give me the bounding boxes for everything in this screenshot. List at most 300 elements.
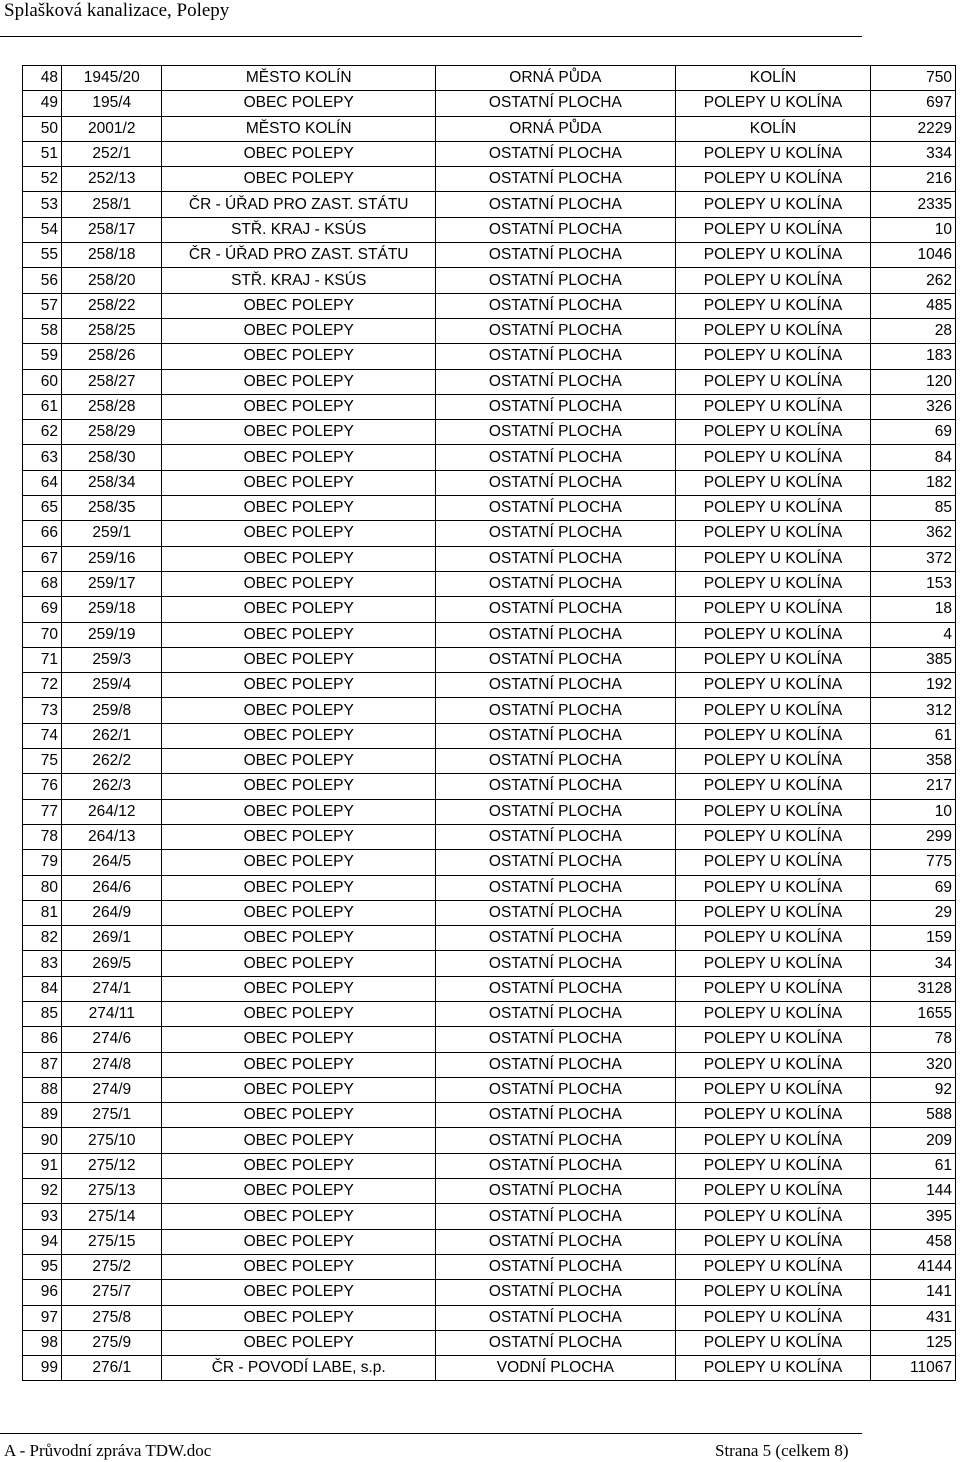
cell-row-number: 93 — [23, 1204, 62, 1229]
table-row — [23, 268, 956, 293]
cell-row-number: 84 — [23, 976, 62, 1001]
cell-area-size: 34 — [871, 951, 956, 976]
cell-row-number: 72 — [23, 673, 62, 698]
cell-parcel-number: 275/7 — [62, 1280, 162, 1305]
cell-row-number: 97 — [23, 1305, 62, 1330]
cell-owner: OBEC POLEPY — [162, 1330, 435, 1355]
header-divider — [0, 36, 862, 37]
cell-parcel-number: 258/25 — [62, 318, 162, 343]
table-row — [23, 1305, 956, 1330]
cell-area-size: 141 — [871, 1280, 956, 1305]
parcel-table — [22, 65, 956, 1381]
table-row — [23, 66, 956, 91]
cell-cadastral-area: POLEPY U KOLÍNA — [675, 192, 870, 217]
cell-parcel-number: 275/8 — [62, 1305, 162, 1330]
cell-area-size: 28 — [871, 318, 956, 343]
table-row — [23, 673, 956, 698]
cell-row-number: 60 — [23, 369, 62, 394]
cell-parcel-number: 259/8 — [62, 698, 162, 723]
cell-cadastral-area: POLEPY U KOLÍNA — [675, 1077, 870, 1102]
cell-area-size: 697 — [871, 91, 956, 116]
cell-area-size: 4 — [871, 622, 956, 647]
cell-row-number: 98 — [23, 1330, 62, 1355]
cell-row-number: 85 — [23, 1001, 62, 1026]
cell-cadastral-area: POLEPY U KOLÍNA — [675, 470, 870, 495]
cell-area-size: 262 — [871, 268, 956, 293]
cell-owner: OBEC POLEPY — [162, 749, 435, 774]
cell-owner: OBEC POLEPY — [162, 167, 435, 192]
table-row — [23, 571, 956, 596]
table-row — [23, 420, 956, 445]
cell-parcel-number: 259/3 — [62, 647, 162, 672]
table-row — [23, 243, 956, 268]
cell-owner: OBEC POLEPY — [162, 1280, 435, 1305]
cell-owner: OBEC POLEPY — [162, 673, 435, 698]
cell-owner: OBEC POLEPY — [162, 951, 435, 976]
cell-parcel-number: 195/4 — [62, 91, 162, 116]
cell-row-number: 66 — [23, 521, 62, 546]
cell-cadastral-area: POLEPY U KOLÍNA — [675, 571, 870, 596]
cell-area-size: 299 — [871, 824, 956, 849]
table-row — [23, 926, 956, 951]
table-row — [23, 394, 956, 419]
cell-land-type: OSTATNÍ PLOCHA — [435, 875, 675, 900]
cell-cadastral-area: POLEPY U KOLÍNA — [675, 597, 870, 622]
cell-cadastral-area: KOLÍN — [675, 116, 870, 141]
cell-row-number: 65 — [23, 496, 62, 521]
cell-parcel-number: 274/1 — [62, 976, 162, 1001]
cell-land-type: OSTATNÍ PLOCHA — [435, 217, 675, 242]
cell-owner: OBEC POLEPY — [162, 799, 435, 824]
cell-cadastral-area: POLEPY U KOLÍNA — [675, 976, 870, 1001]
cell-owner: ČR - ÚŘAD PRO ZAST. STÁTU — [162, 192, 435, 217]
table-row — [23, 698, 956, 723]
cell-cadastral-area: POLEPY U KOLÍNA — [675, 268, 870, 293]
cell-row-number: 48 — [23, 66, 62, 91]
cell-cadastral-area: POLEPY U KOLÍNA — [675, 141, 870, 166]
cell-cadastral-area: POLEPY U KOLÍNA — [675, 900, 870, 925]
cell-row-number: 76 — [23, 774, 62, 799]
cell-owner: MĚSTO KOLÍN — [162, 66, 435, 91]
table-row — [23, 344, 956, 369]
cell-cadastral-area: POLEPY U KOLÍNA — [675, 1103, 870, 1128]
cell-cadastral-area: POLEPY U KOLÍNA — [675, 420, 870, 445]
cell-row-number: 68 — [23, 571, 62, 596]
cell-cadastral-area: POLEPY U KOLÍNA — [675, 318, 870, 343]
cell-land-type: OSTATNÍ PLOCHA — [435, 1128, 675, 1153]
cell-owner: OBEC POLEPY — [162, 1077, 435, 1102]
cell-area-size: 320 — [871, 1052, 956, 1077]
cell-row-number: 88 — [23, 1077, 62, 1102]
cell-area-size: 125 — [871, 1330, 956, 1355]
table-row — [23, 1204, 956, 1229]
cell-cadastral-area: POLEPY U KOLÍNA — [675, 167, 870, 192]
cell-parcel-number: 262/3 — [62, 774, 162, 799]
cell-land-type: OSTATNÍ PLOCHA — [435, 1254, 675, 1279]
cell-land-type: OSTATNÍ PLOCHA — [435, 673, 675, 698]
cell-land-type: OSTATNÍ PLOCHA — [435, 1330, 675, 1355]
table-row — [23, 1356, 956, 1381]
cell-parcel-number: 264/5 — [62, 850, 162, 875]
cell-row-number: 58 — [23, 318, 62, 343]
cell-land-type: OSTATNÍ PLOCHA — [435, 496, 675, 521]
table-row — [23, 1330, 956, 1355]
cell-area-size: 85 — [871, 496, 956, 521]
table-row — [23, 622, 956, 647]
cell-parcel-number: 258/35 — [62, 496, 162, 521]
cell-parcel-number: 275/13 — [62, 1179, 162, 1204]
cell-cadastral-area: POLEPY U KOLÍNA — [675, 496, 870, 521]
table-row — [23, 546, 956, 571]
cell-land-type: OSTATNÍ PLOCHA — [435, 470, 675, 495]
cell-area-size: 4144 — [871, 1254, 956, 1279]
cell-owner: OBEC POLEPY — [162, 774, 435, 799]
cell-cadastral-area: POLEPY U KOLÍNA — [675, 951, 870, 976]
cell-cadastral-area: POLEPY U KOLÍNA — [675, 1204, 870, 1229]
cell-cadastral-area: POLEPY U KOLÍNA — [675, 344, 870, 369]
cell-owner: OBEC POLEPY — [162, 875, 435, 900]
cell-cadastral-area: KOLÍN — [675, 66, 870, 91]
cell-cadastral-area: POLEPY U KOLÍNA — [675, 1254, 870, 1279]
cell-area-size: 775 — [871, 850, 956, 875]
cell-row-number: 73 — [23, 698, 62, 723]
cell-owner: OBEC POLEPY — [162, 496, 435, 521]
cell-cadastral-area: POLEPY U KOLÍNA — [675, 293, 870, 318]
cell-parcel-number: 252/1 — [62, 141, 162, 166]
cell-parcel-number: 274/6 — [62, 1027, 162, 1052]
cell-land-type: OSTATNÍ PLOCHA — [435, 723, 675, 748]
table-row — [23, 647, 956, 672]
table-row — [23, 749, 956, 774]
cell-row-number: 95 — [23, 1254, 62, 1279]
cell-land-type: OSTATNÍ PLOCHA — [435, 344, 675, 369]
cell-owner: OBEC POLEPY — [162, 698, 435, 723]
cell-owner: OBEC POLEPY — [162, 141, 435, 166]
cell-land-type: OSTATNÍ PLOCHA — [435, 1179, 675, 1204]
cell-parcel-number: 258/26 — [62, 344, 162, 369]
cell-row-number: 99 — [23, 1356, 62, 1381]
cell-owner: OBEC POLEPY — [162, 293, 435, 318]
table-row — [23, 1280, 956, 1305]
cell-land-type: ORNÁ PŮDA — [435, 116, 675, 141]
cell-cadastral-area: POLEPY U KOLÍNA — [675, 850, 870, 875]
cell-land-type: OSTATNÍ PLOCHA — [435, 749, 675, 774]
cell-area-size: 144 — [871, 1179, 956, 1204]
parcel-table-body — [23, 66, 956, 1381]
cell-parcel-number: 258/30 — [62, 445, 162, 470]
table-row — [23, 141, 956, 166]
table-row — [23, 951, 956, 976]
cell-land-type: OSTATNÍ PLOCHA — [435, 597, 675, 622]
cell-owner: OBEC POLEPY — [162, 1052, 435, 1077]
cell-parcel-number: 258/29 — [62, 420, 162, 445]
cell-owner: OBEC POLEPY — [162, 900, 435, 925]
cell-land-type: OSTATNÍ PLOCHA — [435, 318, 675, 343]
table-row — [23, 976, 956, 1001]
cell-parcel-number: 274/9 — [62, 1077, 162, 1102]
cell-owner: ČR - POVODÍ LABE, s.p. — [162, 1356, 435, 1381]
cell-owner: OBEC POLEPY — [162, 622, 435, 647]
cell-area-size: 10 — [871, 217, 956, 242]
cell-owner: OBEC POLEPY — [162, 647, 435, 672]
cell-area-size: 2335 — [871, 192, 956, 217]
cell-land-type: ORNÁ PŮDA — [435, 66, 675, 91]
cell-owner: OBEC POLEPY — [162, 850, 435, 875]
cell-area-size: 358 — [871, 749, 956, 774]
cell-owner: OBEC POLEPY — [162, 976, 435, 1001]
cell-cadastral-area: POLEPY U KOLÍNA — [675, 1027, 870, 1052]
cell-area-size: 216 — [871, 167, 956, 192]
cell-row-number: 59 — [23, 344, 62, 369]
cell-parcel-number: 269/1 — [62, 926, 162, 951]
cell-land-type: OSTATNÍ PLOCHA — [435, 445, 675, 470]
table-row — [23, 850, 956, 875]
cell-row-number: 62 — [23, 420, 62, 445]
cell-row-number: 54 — [23, 217, 62, 242]
cell-row-number: 69 — [23, 597, 62, 622]
cell-area-size: 372 — [871, 546, 956, 571]
cell-cadastral-area: POLEPY U KOLÍNA — [675, 875, 870, 900]
cell-land-type: OSTATNÍ PLOCHA — [435, 1229, 675, 1254]
cell-owner: OBEC POLEPY — [162, 445, 435, 470]
cell-parcel-number: 275/14 — [62, 1204, 162, 1229]
cell-cadastral-area: POLEPY U KOLÍNA — [675, 1280, 870, 1305]
cell-owner: ČR - ÚŘAD PRO ZAST. STÁTU — [162, 243, 435, 268]
cell-owner: OBEC POLEPY — [162, 1229, 435, 1254]
cell-land-type: OSTATNÍ PLOCHA — [435, 647, 675, 672]
cell-land-type: OSTATNÍ PLOCHA — [435, 141, 675, 166]
cell-owner: OBEC POLEPY — [162, 723, 435, 748]
cell-land-type: OSTATNÍ PLOCHA — [435, 268, 675, 293]
cell-owner: OBEC POLEPY — [162, 318, 435, 343]
cell-cadastral-area: POLEPY U KOLÍNA — [675, 1052, 870, 1077]
table-row — [23, 799, 956, 824]
cell-parcel-number: 252/13 — [62, 167, 162, 192]
cell-land-type: OSTATNÍ PLOCHA — [435, 799, 675, 824]
cell-parcel-number: 1945/20 — [62, 66, 162, 91]
cell-parcel-number: 275/1 — [62, 1103, 162, 1128]
cell-land-type: OSTATNÍ PLOCHA — [435, 951, 675, 976]
cell-land-type: OSTATNÍ PLOCHA — [435, 622, 675, 647]
cell-cadastral-area: POLEPY U KOLÍNA — [675, 243, 870, 268]
cell-area-size: 395 — [871, 1204, 956, 1229]
cell-owner: MĚSTO KOLÍN — [162, 116, 435, 141]
cell-land-type: OSTATNÍ PLOCHA — [435, 293, 675, 318]
cell-parcel-number: 262/1 — [62, 723, 162, 748]
table-row — [23, 521, 956, 546]
cell-owner: STŘ. KRAJ - KSÚS — [162, 268, 435, 293]
cell-area-size: 217 — [871, 774, 956, 799]
cell-cadastral-area: POLEPY U KOLÍNA — [675, 445, 870, 470]
cell-land-type: OSTATNÍ PLOCHA — [435, 976, 675, 1001]
cell-parcel-number: 258/28 — [62, 394, 162, 419]
cell-parcel-number: 275/2 — [62, 1254, 162, 1279]
cell-owner: OBEC POLEPY — [162, 571, 435, 596]
table-row — [23, 192, 956, 217]
cell-area-size: 153 — [871, 571, 956, 596]
table-row — [23, 597, 956, 622]
cell-area-size: 3128 — [871, 976, 956, 1001]
cell-land-type: OSTATNÍ PLOCHA — [435, 571, 675, 596]
cell-row-number: 57 — [23, 293, 62, 318]
cell-owner: OBEC POLEPY — [162, 1128, 435, 1153]
cell-parcel-number: 264/9 — [62, 900, 162, 925]
cell-cadastral-area: POLEPY U KOLÍNA — [675, 647, 870, 672]
table-row — [23, 1001, 956, 1026]
cell-area-size: 10 — [871, 799, 956, 824]
cell-cadastral-area: POLEPY U KOLÍNA — [675, 217, 870, 242]
cell-row-number: 50 — [23, 116, 62, 141]
cell-area-size: 209 — [871, 1128, 956, 1153]
table-row — [23, 1229, 956, 1254]
cell-cadastral-area: POLEPY U KOLÍNA — [675, 521, 870, 546]
cell-area-size: 362 — [871, 521, 956, 546]
cell-parcel-number: 276/1 — [62, 1356, 162, 1381]
cell-area-size: 92 — [871, 1077, 956, 1102]
cell-owner: OBEC POLEPY — [162, 470, 435, 495]
cell-parcel-number: 258/1 — [62, 192, 162, 217]
cell-cadastral-area: POLEPY U KOLÍNA — [675, 1128, 870, 1153]
page-header-title: Splašková kanalizace, Polepy — [4, 0, 230, 21]
cell-land-type: OSTATNÍ PLOCHA — [435, 243, 675, 268]
cell-row-number: 63 — [23, 445, 62, 470]
cell-parcel-number: 275/10 — [62, 1128, 162, 1153]
cell-cadastral-area: POLEPY U KOLÍNA — [675, 673, 870, 698]
cell-cadastral-area: POLEPY U KOLÍNA — [675, 799, 870, 824]
table-row — [23, 293, 956, 318]
cell-land-type: OSTATNÍ PLOCHA — [435, 900, 675, 925]
cell-parcel-number: 275/12 — [62, 1153, 162, 1178]
cell-cadastral-area: POLEPY U KOLÍNA — [675, 926, 870, 951]
cell-area-size: 183 — [871, 344, 956, 369]
cell-row-number: 91 — [23, 1153, 62, 1178]
table-row — [23, 900, 956, 925]
cell-owner: OBEC POLEPY — [162, 824, 435, 849]
cell-cadastral-area: POLEPY U KOLÍNA — [675, 91, 870, 116]
cell-cadastral-area: POLEPY U KOLÍNA — [675, 1229, 870, 1254]
cell-owner: OBEC POLEPY — [162, 1027, 435, 1052]
cell-area-size: 192 — [871, 673, 956, 698]
table-row — [23, 1103, 956, 1128]
cell-area-size: 458 — [871, 1229, 956, 1254]
table-row — [23, 875, 956, 900]
cell-row-number: 67 — [23, 546, 62, 571]
cell-parcel-number: 259/18 — [62, 597, 162, 622]
table-row — [23, 91, 956, 116]
cell-land-type: OSTATNÍ PLOCHA — [435, 521, 675, 546]
table-row — [23, 1077, 956, 1102]
cell-area-size: 385 — [871, 647, 956, 672]
cell-row-number: 92 — [23, 1179, 62, 1204]
table-row — [23, 445, 956, 470]
cell-parcel-number: 264/12 — [62, 799, 162, 824]
cell-land-type: OSTATNÍ PLOCHA — [435, 546, 675, 571]
cell-area-size: 334 — [871, 141, 956, 166]
cell-row-number: 64 — [23, 470, 62, 495]
cell-land-type: OSTATNÍ PLOCHA — [435, 192, 675, 217]
cell-cadastral-area: POLEPY U KOLÍNA — [675, 1179, 870, 1204]
cell-land-type: OSTATNÍ PLOCHA — [435, 394, 675, 419]
cell-cadastral-area: POLEPY U KOLÍNA — [675, 369, 870, 394]
cell-owner: OBEC POLEPY — [162, 1179, 435, 1204]
cell-area-size: 84 — [871, 445, 956, 470]
table-row — [23, 217, 956, 242]
cell-area-size: 182 — [871, 470, 956, 495]
cell-row-number: 71 — [23, 647, 62, 672]
cell-row-number: 78 — [23, 824, 62, 849]
cell-row-number: 90 — [23, 1128, 62, 1153]
cell-row-number: 52 — [23, 167, 62, 192]
table-row — [23, 496, 956, 521]
cell-area-size: 1046 — [871, 243, 956, 268]
cell-cadastral-area: POLEPY U KOLÍNA — [675, 698, 870, 723]
cell-owner: OBEC POLEPY — [162, 597, 435, 622]
cell-parcel-number: 264/13 — [62, 824, 162, 849]
table-row — [23, 1153, 956, 1178]
table-row — [23, 774, 956, 799]
cell-parcel-number: 274/8 — [62, 1052, 162, 1077]
cell-parcel-number: 259/16 — [62, 546, 162, 571]
cell-cadastral-area: POLEPY U KOLÍNA — [675, 824, 870, 849]
cell-row-number: 89 — [23, 1103, 62, 1128]
cell-cadastral-area: POLEPY U KOLÍNA — [675, 749, 870, 774]
cell-land-type: OSTATNÍ PLOCHA — [435, 369, 675, 394]
cell-row-number: 80 — [23, 875, 62, 900]
cell-row-number: 61 — [23, 394, 62, 419]
cell-land-type: OSTATNÍ PLOCHA — [435, 850, 675, 875]
cell-land-type: OSTATNÍ PLOCHA — [435, 698, 675, 723]
table-row — [23, 824, 956, 849]
cell-row-number: 75 — [23, 749, 62, 774]
cell-area-size: 61 — [871, 1153, 956, 1178]
cell-owner: OBEC POLEPY — [162, 394, 435, 419]
cell-owner: OBEC POLEPY — [162, 1254, 435, 1279]
cell-parcel-number: 275/9 — [62, 1330, 162, 1355]
cell-row-number: 87 — [23, 1052, 62, 1077]
cell-parcel-number: 259/17 — [62, 571, 162, 596]
table-row — [23, 470, 956, 495]
cell-area-size: 485 — [871, 293, 956, 318]
cell-land-type: OSTATNÍ PLOCHA — [435, 824, 675, 849]
footer-page-number: Strana 5 (celkem 8) — [715, 1441, 849, 1460]
cell-parcel-number: 262/2 — [62, 749, 162, 774]
cell-land-type: OSTATNÍ PLOCHA — [435, 1027, 675, 1052]
cell-parcel-number: 258/22 — [62, 293, 162, 318]
cell-row-number: 83 — [23, 951, 62, 976]
cell-area-size: 312 — [871, 698, 956, 723]
table-row — [23, 1128, 956, 1153]
cell-row-number: 51 — [23, 141, 62, 166]
cell-owner: OBEC POLEPY — [162, 91, 435, 116]
table-row — [23, 723, 956, 748]
table-row — [23, 369, 956, 394]
cell-area-size: 61 — [871, 723, 956, 748]
cell-parcel-number: 264/6 — [62, 875, 162, 900]
cell-land-type: OSTATNÍ PLOCHA — [435, 1001, 675, 1026]
cell-row-number: 82 — [23, 926, 62, 951]
cell-parcel-number: 275/15 — [62, 1229, 162, 1254]
cell-owner: OBEC POLEPY — [162, 1153, 435, 1178]
table-row — [23, 1052, 956, 1077]
cell-row-number: 81 — [23, 900, 62, 925]
cell-row-number: 94 — [23, 1229, 62, 1254]
footer-document-name: A - Průvodní zpráva TDW.doc — [4, 1441, 212, 1460]
cell-land-type: OSTATNÍ PLOCHA — [435, 1305, 675, 1330]
cell-land-type: OSTATNÍ PLOCHA — [435, 1077, 675, 1102]
cell-area-size: 78 — [871, 1027, 956, 1052]
cell-area-size: 18 — [871, 597, 956, 622]
cell-parcel-number: 258/17 — [62, 217, 162, 242]
